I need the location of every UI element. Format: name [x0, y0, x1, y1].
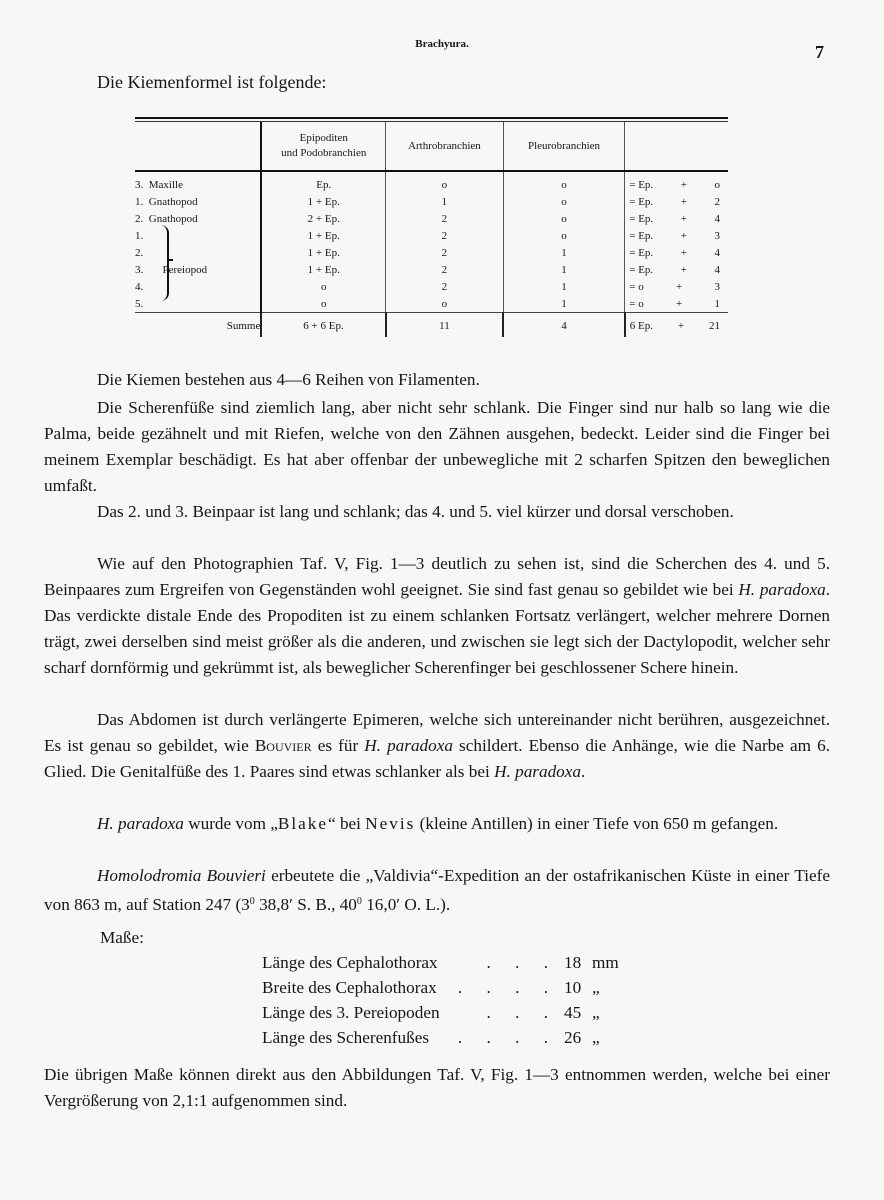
table-row: 2. 1 + Ep. 2 1 = Ep. + 4 — [135, 244, 728, 261]
table-row: 4. o 2 1 = o + 3 — [135, 278, 728, 295]
paragraph-remaining-measurements: Die übrigen Maße können direkt aus den Abbildungen Taf. V, Fig. 1—3 entnommen werden, welche bei einer Vergrößerung von 2,1:1 aufgenommen sind. — [44, 1065, 830, 1110]
measurement-row: Länge des Scherenfußes . . . . 26 „ — [262, 1028, 600, 1047]
table-header-row — [135, 122, 728, 171]
running-title: Brachyura. — [415, 38, 469, 50]
paragraph-abdomen: Das Abdomen ist durch verlängerte Epimeren, welche sich untereinander nicht berühren, ausgezeichnet. Es ist genau so gebildet, wie Bouvier es für H. paradoxa schildert. Ebenso die Anhänge, wie die Narbe am 6. Glied. Die Genitalfüße des 1. Paares sind etwas schlanker als bei H. paradoxa. — [44, 710, 830, 781]
measurement-row: Breite des Cephalothorax . . . . 10 „ — [262, 978, 600, 997]
measurements-table — [262, 950, 642, 1050]
brace-tip — [167, 259, 173, 261]
intro-heading: Die Kiemenformel ist folgende: — [97, 72, 327, 92]
table-row: 3. Maxille Ep. o o = Ep. + o — [135, 171, 728, 193]
species-name: H. paradoxa — [738, 580, 826, 599]
measurement-row: Länge des 3. Pereiopoden . . . 45 „ — [262, 1003, 600, 1022]
page-number: 7 — [815, 42, 824, 62]
measurements-title: Maße: — [100, 928, 144, 947]
pereiopod-brace-icon — [157, 225, 169, 301]
measurement-row: Länge des Cephalothorax . . . 18 mm — [262, 953, 619, 972]
header-arthrobranchien: Arthrobranchien — [386, 122, 504, 171]
table-row: 5. o o 1 = o + 1 — [135, 295, 728, 313]
header-empty — [135, 122, 261, 171]
gill-formula-table — [135, 117, 728, 337]
header-epipoditen: Epipoditen und Podobranchien — [261, 122, 385, 171]
header-formula — [625, 122, 728, 171]
paragraph-gills: Die Kiemen bestehen aus 4—6 Reihen von Filamenten. — [97, 370, 480, 389]
paragraph-legs: Das 2. und 3. Beinpaar ist lang und schlank; das 4. und 5. viel kürzer und dorsal verschoben. — [97, 502, 734, 521]
paragraph-chelipeds: Die Scherenfüße sind ziemlich lang, aber nicht sehr schlank. Die Finger sind nur halb so lang wie die Palma, beide gezähnelt und mit Riefen, welche von den Zähnen ausgehen, bedeckt. Leider sind die Finger bei meinem Exemplar beschädigt. Es hat aber offenbar der unbewegliche mit 2 scharfen Spitzen den beweglichen umfaßt. — [44, 398, 830, 495]
table-row: 2. Gnathopod 2 + Ep. 2 o = Ep. + 4 — [135, 210, 728, 227]
paragraph-locality-blake: H. paradoxa wurde vom „Blake“ bei Nevis (kleine Antillen) in einer Tiefe von 650 m gefangen. — [97, 814, 779, 833]
author-name: Bouvier — [254, 736, 312, 755]
header-pleurobranchien: Pleurobranchien — [503, 122, 625, 171]
table-row: 1. 1 + Ep. 2 o = Ep. + 3 — [135, 227, 728, 244]
paragraph-chelae: Wie auf den Photographien Taf. V, Fig. 1—3 deutlich zu sehen ist, sind die Scherchen des 4. und 5. Beinpaares zum Ergreifen von Gegenständen wohl geeignet. Sie sind fast genau so gebildet wie bei H. paradoxa. Das verdickte distale Ende des Propoditen ist zu einem schlanken Fortsatz verlängert, welcher mehrere Dornen trägt, zwei derselben sind meist größer als die anderen, und zwischen sie legt sich der Dactylopodit, welcher sehr scharf dornförmig und gekrümmt ist, als beweglicher Scherenfinger bei geschlossener Schere hinein. — [44, 554, 831, 677]
table-row: 3. Pereiopod 1 + Ep. 2 1 = Ep. + 4 — [135, 261, 728, 278]
table-sum-row: Summe 6 + 6 Ep. 11 4 6 Ep. + 21 — [135, 313, 728, 338]
table-top-rule — [135, 117, 728, 119]
table-row: 1. Gnathopod 1 + Ep. 1 o = Ep. + 2 — [135, 193, 728, 210]
paragraph-locality-valdivia: Homolodromia Bouvieri erbeutete die „Valdivia“-Expedition an der ostafrikanischen Küste in einer Tiefe von 863 m, auf Station 247 ($3^0$ 38,8′ S. B., $40^0$ 16,0′ O. L.). — [44, 866, 830, 914]
